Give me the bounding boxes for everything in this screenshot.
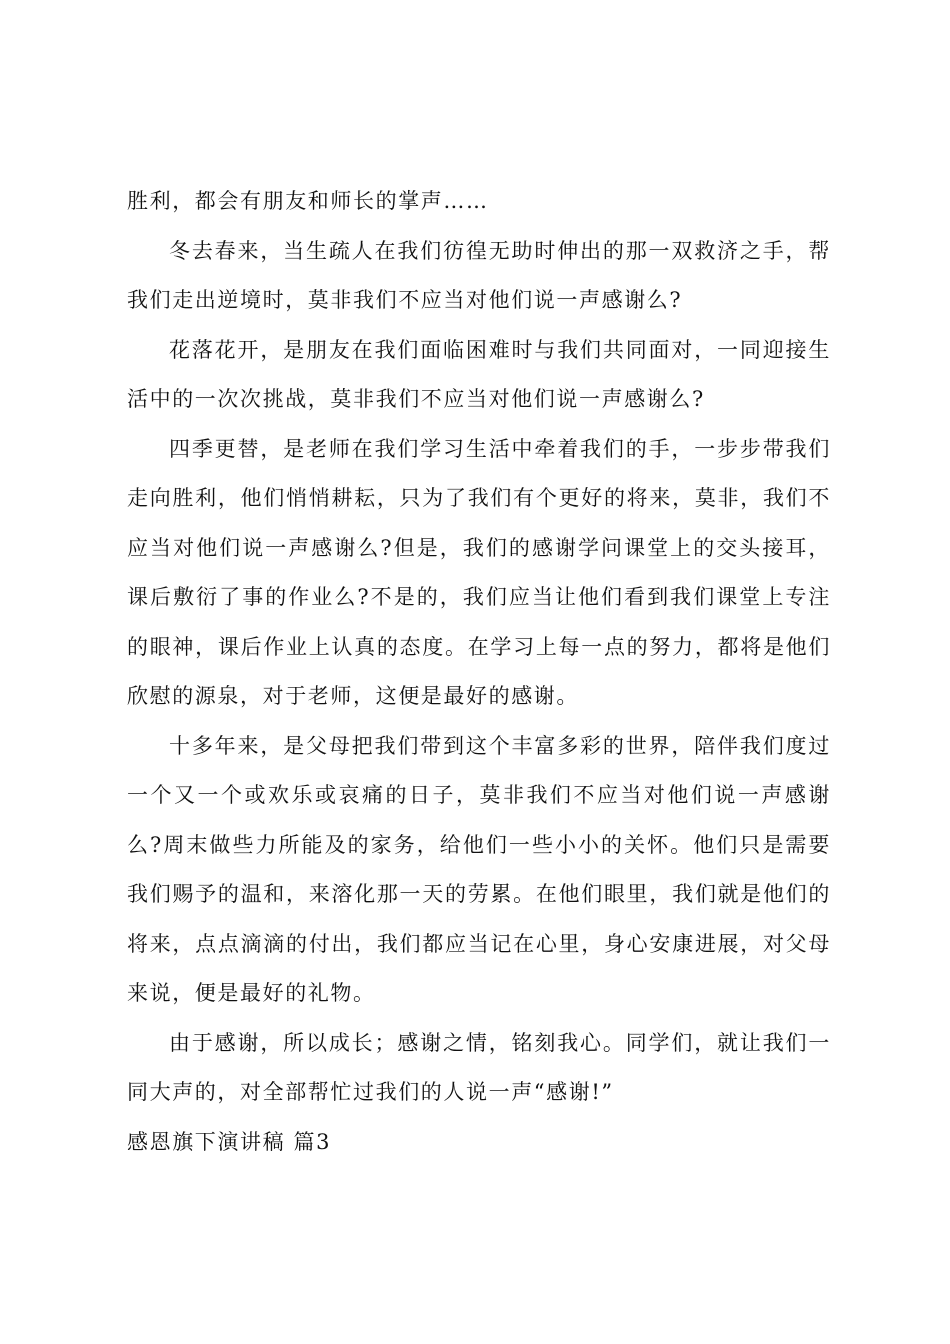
paragraph-parents: 十多年来，是父母把我们带到这个丰富多彩的世界，陪伴我们度过一个又一个或欢乐或哀痛的日子，莫非我们不应当对他们说一声感谢么?周末做些力所能及的家务，给他们一些小小的关怀。他们只是需要我们赐予的温和，来溶化那一天的劳累。在他们眼里，我们就是他们的将来，点点滴滴的付出，我们都应当记在心里，身心安康进展，对父母来说，便是最好的礼物。 xyxy=(127,733,831,1005)
paragraph-conclusion: 由于感谢，所以成长；感谢之情，铭刻我心。同学们，就让我们一同大声的，对全部帮忙过我们的人说一声“感谢!” xyxy=(127,1030,831,1104)
paragraph-strangers: 冬去春来，当生疏人在我们彷徨无助时伸出的那一双救济之手，帮我们走出逆境时，莫非我们不应当对他们说一声感谢么? xyxy=(127,238,831,312)
document-body xyxy=(127,177,831,1167)
paragraph-friends: 花落花开，是朋友在我们面临困难时与我们共同面对，一同迎接生活中的一次次挑战，莫非我们不应当对他们说一声感谢么? xyxy=(127,337,831,411)
section-heading: 感恩旗下演讲稿 篇3 xyxy=(127,1129,332,1154)
paragraph-teachers: 四季更替，是老师在我们学习生活中牵着我们的手，一步步带我们走向胜利，他们悄悄耕耘，只为了我们有个更好的将来，莫非，我们不应当对他们说一声感谢么?但是，我们的感谢学问课堂上的交头接耳，课后敷衍了事的作业么?不是的，我们应当让他们看到我们课堂上专注的眼神，课后作业上认真的态度。在学习上每一点的努力，都将是他们欣慰的源泉，对于老师，这便是最好的感谢。 xyxy=(127,436,831,708)
paragraph-continuation: 胜利，都会有朋友和师长的掌声…… xyxy=(127,189,489,213)
